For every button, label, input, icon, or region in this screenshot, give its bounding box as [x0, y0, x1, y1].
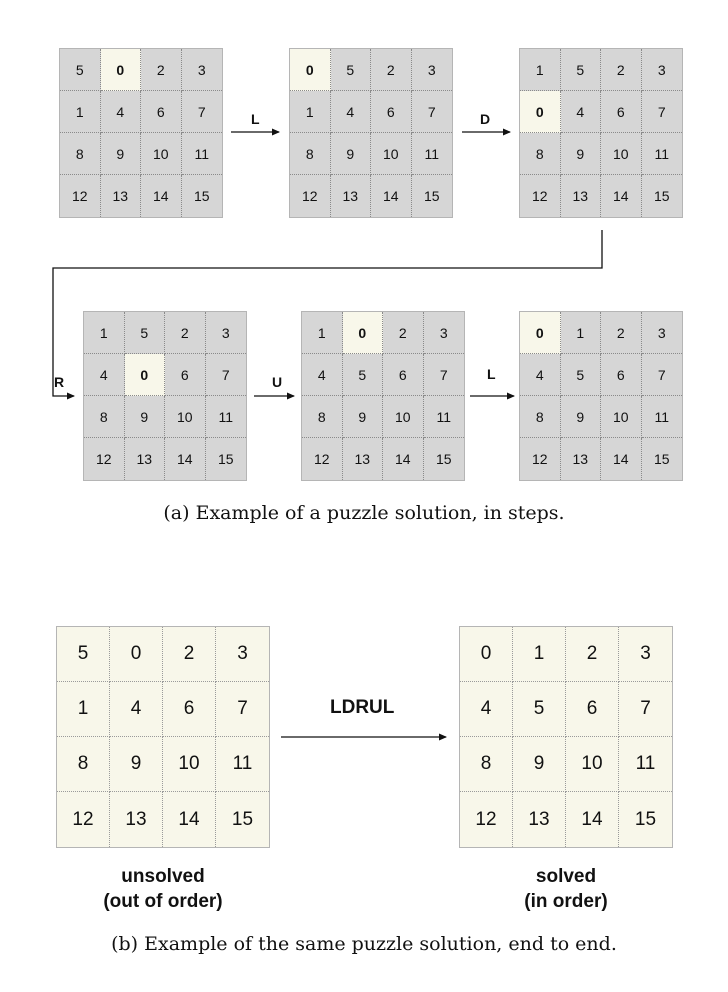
tile: 9	[125, 396, 166, 438]
blank-tile: 0	[101, 49, 142, 91]
tile: 4	[110, 682, 163, 737]
tile: 6	[163, 682, 216, 737]
tile: 4	[331, 91, 372, 133]
tile: 13	[561, 438, 602, 480]
move-label-5: L	[487, 366, 496, 382]
tile: 6	[383, 354, 424, 396]
tile: 3	[642, 49, 683, 91]
tile: 9	[331, 133, 372, 175]
tile: 2	[165, 312, 206, 354]
tile: 4	[101, 91, 142, 133]
tile: 7	[216, 682, 269, 737]
tile: 12	[302, 438, 343, 480]
tile: 15	[216, 792, 269, 847]
unsolved-grid	[56, 626, 270, 848]
tile: 5	[125, 312, 166, 354]
tile: 12	[84, 438, 125, 480]
tile: 11	[424, 396, 465, 438]
tile: 10	[601, 133, 642, 175]
blank-tile: 0	[520, 312, 561, 354]
tile: 12	[460, 792, 513, 847]
tile: 9	[110, 737, 163, 792]
blank-tile: 0	[290, 49, 331, 91]
tile: 8	[84, 396, 125, 438]
solved-grid	[459, 626, 673, 848]
tile: 10	[163, 737, 216, 792]
tile: 7	[424, 354, 465, 396]
tile: 15	[412, 175, 453, 217]
tile: 13	[125, 438, 166, 480]
tile: 9	[101, 133, 142, 175]
tile: 5	[561, 354, 602, 396]
tile: 10	[601, 396, 642, 438]
tile: 15	[619, 792, 672, 847]
tile: 13	[110, 792, 163, 847]
blank-tile: 0	[343, 312, 384, 354]
tile: 4	[302, 354, 343, 396]
tile: 13	[101, 175, 142, 217]
tile: 8	[520, 133, 561, 175]
tile: 10	[165, 396, 206, 438]
tile: 11	[642, 133, 683, 175]
tile: 4	[84, 354, 125, 396]
tile: 6	[141, 91, 182, 133]
tile: 15	[424, 438, 465, 480]
tile: 1	[84, 312, 125, 354]
tile: 12	[520, 175, 561, 217]
blank-tile: 0	[520, 91, 561, 133]
move-label-3: R	[54, 374, 65, 390]
tile: 12	[290, 175, 331, 217]
tile: 1	[561, 312, 602, 354]
tile: 14	[141, 175, 182, 217]
tile: 13	[513, 792, 566, 847]
tile: 15	[642, 438, 683, 480]
tile: 4	[460, 682, 513, 737]
tile: 11	[216, 737, 269, 792]
tile: 11	[642, 396, 683, 438]
tile: 2	[141, 49, 182, 91]
tile: 4	[520, 354, 561, 396]
tile: 5	[331, 49, 372, 91]
tile: 7	[412, 91, 453, 133]
tile: 8	[520, 396, 561, 438]
tile: 14	[383, 438, 424, 480]
move-label-1: L	[251, 111, 260, 127]
tile: 9	[561, 133, 602, 175]
move-sequence-label: LDRUL	[330, 697, 395, 718]
tile: 1	[513, 627, 566, 682]
tile: 1	[302, 312, 343, 354]
tile: 1	[290, 91, 331, 133]
solved-label-line2: (in order)	[524, 891, 608, 912]
tile: 1	[520, 49, 561, 91]
solved-label	[466, 864, 666, 914]
connector-line	[53, 230, 602, 396]
tile: 9	[513, 737, 566, 792]
unsolved-label-line1: unsolved	[121, 866, 205, 887]
tile: 14	[163, 792, 216, 847]
caption-b: (b) Example of the same puzzle solution, end to end.	[111, 933, 617, 955]
tile: 3	[206, 312, 247, 354]
tile: 14	[165, 438, 206, 480]
tile: 6	[566, 682, 619, 737]
tile: 3	[642, 312, 683, 354]
tile: 14	[566, 792, 619, 847]
move-label-2: D	[480, 111, 491, 127]
tile: 8	[302, 396, 343, 438]
tile: 11	[412, 133, 453, 175]
tile: 5	[343, 354, 384, 396]
blank-tile: 0	[110, 627, 163, 682]
tile: 7	[642, 91, 683, 133]
tile: 6	[371, 91, 412, 133]
tile: 7	[642, 354, 683, 396]
tile: 10	[371, 133, 412, 175]
tile: 5	[57, 627, 110, 682]
tile: 8	[57, 737, 110, 792]
tile: 2	[566, 627, 619, 682]
tile: 14	[601, 175, 642, 217]
blank-tile: 0	[125, 354, 166, 396]
tile: 3	[216, 627, 269, 682]
tile: 15	[642, 175, 683, 217]
tile: 2	[163, 627, 216, 682]
tile: 11	[619, 737, 672, 792]
tile: 1	[57, 682, 110, 737]
tile: 11	[206, 396, 247, 438]
tile: 15	[206, 438, 247, 480]
tile: 6	[601, 354, 642, 396]
tile: 14	[371, 175, 412, 217]
tile: 9	[561, 396, 602, 438]
blank-tile: 0	[460, 627, 513, 682]
tile: 6	[165, 354, 206, 396]
tile: 9	[343, 396, 384, 438]
tile: 5	[561, 49, 602, 91]
tile: 10	[383, 396, 424, 438]
tile: 7	[206, 354, 247, 396]
tile: 1	[60, 91, 101, 133]
tile: 12	[520, 438, 561, 480]
tile: 13	[331, 175, 372, 217]
tile: 15	[182, 175, 223, 217]
tile: 3	[182, 49, 223, 91]
move-label-4: U	[272, 374, 283, 390]
tile: 3	[619, 627, 672, 682]
tile: 3	[424, 312, 465, 354]
tile: 12	[60, 175, 101, 217]
tile: 4	[561, 91, 602, 133]
unsolved-label	[63, 864, 263, 914]
tile: 5	[60, 49, 101, 91]
tile: 2	[371, 49, 412, 91]
tile: 12	[57, 792, 110, 847]
tile: 5	[513, 682, 566, 737]
unsolved-label-line2: (out of order)	[103, 891, 223, 912]
tile: 11	[182, 133, 223, 175]
tile: 8	[460, 737, 513, 792]
tile: 7	[182, 91, 223, 133]
tile: 2	[601, 49, 642, 91]
tile: 2	[601, 312, 642, 354]
tile: 7	[619, 682, 672, 737]
tile: 13	[343, 438, 384, 480]
tile: 8	[60, 133, 101, 175]
tile: 10	[566, 737, 619, 792]
tile: 14	[601, 438, 642, 480]
tile: 6	[601, 91, 642, 133]
tile: 13	[561, 175, 602, 217]
tile: 10	[141, 133, 182, 175]
tile: 3	[412, 49, 453, 91]
tile: 8	[290, 133, 331, 175]
solved-label-line1: solved	[535, 866, 597, 887]
caption-a: (a) Example of a puzzle solution, in steps.	[163, 502, 565, 524]
tile: 2	[383, 312, 424, 354]
